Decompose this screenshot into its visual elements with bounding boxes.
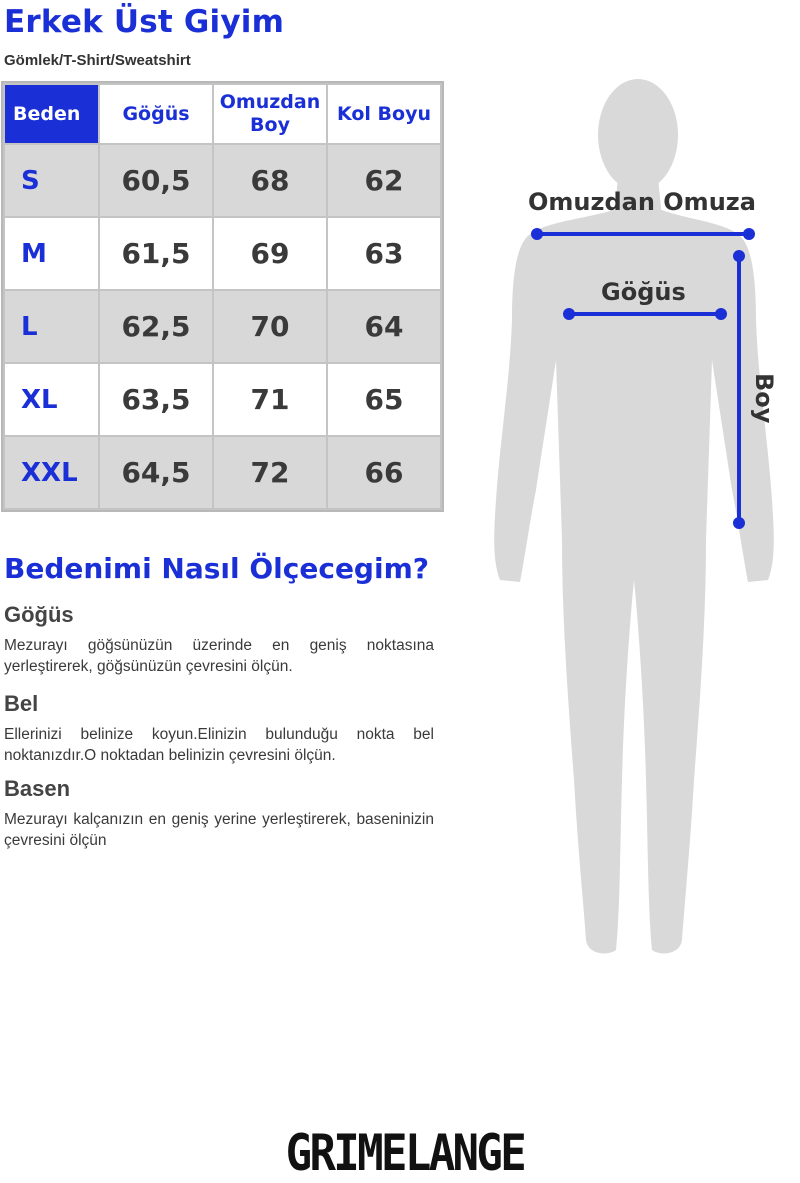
table-row (4, 217, 441, 290)
guide-heading-basen: Basen (4, 776, 71, 801)
table-cell: 63 (327, 217, 441, 290)
size-label: S (4, 144, 99, 217)
guide-title: Bedenimi Nasıl Ölçecegim? (4, 552, 429, 585)
table-cell: 63,5 (99, 363, 213, 436)
length-bottom-dot (733, 517, 745, 529)
length-label: Boy (750, 373, 778, 424)
table-cell: 71 (213, 363, 327, 436)
table-row (4, 363, 441, 436)
table-cell: 66 (327, 436, 441, 509)
size-label: XL (4, 363, 99, 436)
shoulder-label: Omuzdan Omuza (528, 188, 756, 216)
shoulder-left-dot (531, 228, 543, 240)
table-cell: 62 (327, 144, 441, 217)
chest-right-dot (715, 308, 727, 320)
guide-text-basen: Mezurayı kalçanızın en geniş yerine yerleştirerek, baseninizin çevresini ölçün (4, 811, 434, 849)
table-row (4, 290, 441, 363)
page-title: Erkek Üst Giyim (4, 4, 285, 40)
guide-text-bel: Ellerinizi belinize koyun.Elinizin bulunduğu nokta bel noktanızdır.O noktadan belinizin çevresini ölçün. (4, 726, 434, 764)
size-label: L (4, 290, 99, 363)
header-beden: Beden (4, 84, 99, 144)
page-subtitle: Gömlek/T-Shirt/Sweatshirt (4, 52, 191, 69)
guide-text-gogus: Mezurayı göğsünüzün üzerinde en geniş noktasına yerleştirerek, göğsünüzün çevresini ölçün. (4, 637, 434, 675)
chest-label: Göğüs (601, 278, 686, 306)
table-row (4, 436, 441, 509)
table-cell: 72 (213, 436, 327, 509)
table-cell: 60,5 (99, 144, 213, 217)
size-label: M (4, 217, 99, 290)
table-cell: 65 (327, 363, 441, 436)
table-cell: 70 (213, 290, 327, 363)
guide-heading-gogus: Göğüs (4, 602, 74, 627)
size-label: XXL (4, 436, 99, 509)
guide-heading-bel: Bel (4, 691, 39, 716)
table-cell: 61,5 (99, 217, 213, 290)
table-header-row (4, 84, 441, 144)
brand-logo: GRIMELANGE (285, 1124, 525, 1182)
header-kol-boyu: Kol Boyu (327, 84, 441, 144)
header-gogus: Göğüs (99, 84, 213, 144)
table-row (4, 144, 441, 217)
chest-left-dot (563, 308, 575, 320)
length-top-dot (733, 250, 745, 262)
table-cell: 62,5 (99, 290, 213, 363)
size-chart-table (3, 83, 442, 510)
table-cell: 64,5 (99, 436, 213, 509)
table-cell: 64 (327, 290, 441, 363)
table-cell: 68 (213, 144, 327, 217)
header-omuzdan-boy: Omuzdan Boy (213, 84, 327, 144)
shoulder-right-dot (743, 228, 755, 240)
table-cell: 69 (213, 217, 327, 290)
